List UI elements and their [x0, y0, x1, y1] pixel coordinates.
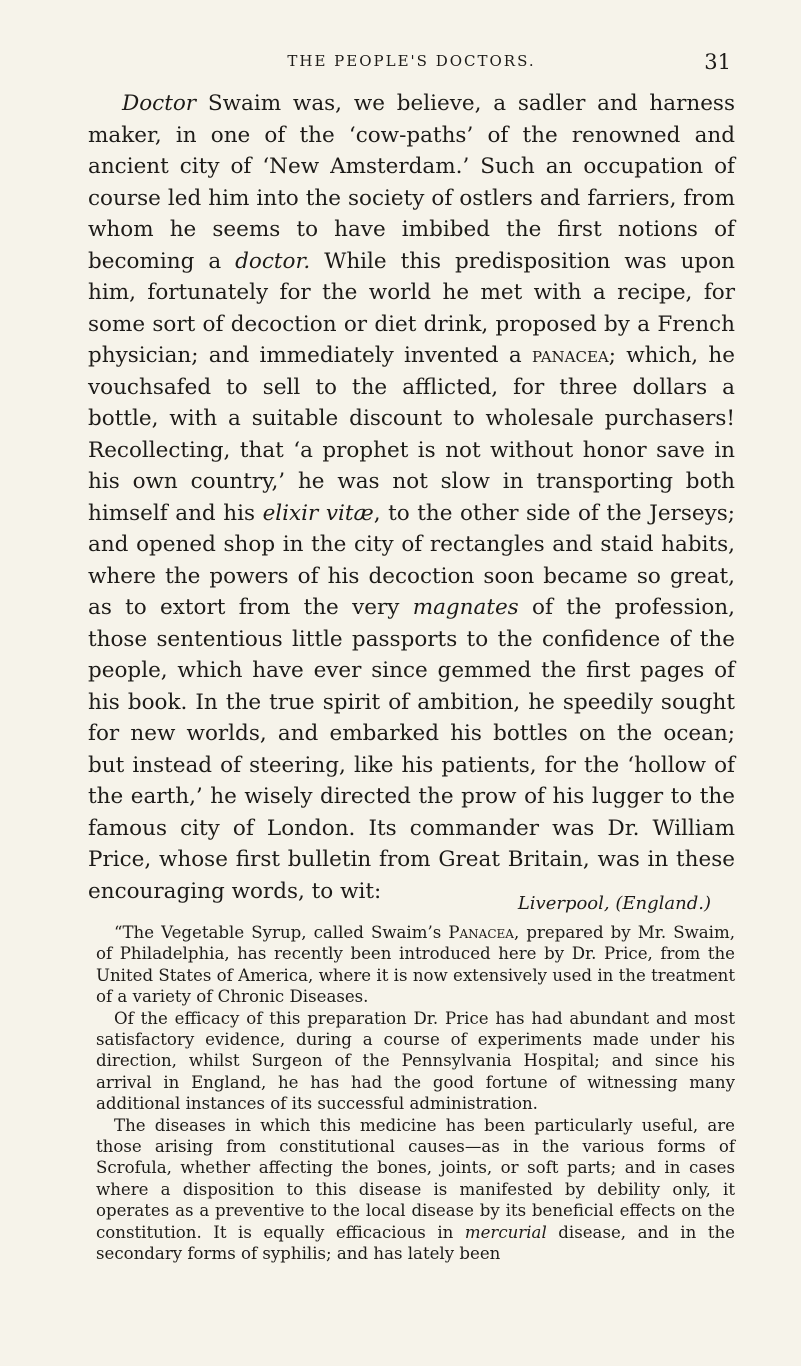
text-run: panacea: [531, 343, 609, 368]
text-run: While this predisposition was upon him, fortunately for the world he met with a recipe, for some sort of decoction or diet drink, proposed by a French physician; and immediately invented a: [88, 248, 735, 368]
running-title: THE PEOPLE'S DOCTORS.: [287, 52, 536, 70]
text-run: disease, and in the secondary forms of syphilis; and has lately been: [96, 1222, 735, 1264]
text-run: Of the efficacy of this preparation Dr. Price has had abundant and most satisfactory evidence, during a course of experiments made under his direction, whilst Surgeon of the Pennsylvania Hospital; and since his arrival in England, he has had the good fortune of witnessing many additional instances of its successful administration.: [96, 1008, 735, 1114]
text-run: Panacea: [448, 923, 514, 942]
text-run: doctor.: [235, 248, 311, 274]
text-run: Swaim was, we believe, a sadler and harness maker, in one of the ‘cow-paths’ of the renowned and ancient city of ‘New Amsterdam.’ Such an occupation of course led him into the society of ostlers and farriers, from whom he seems to have imbibed the first notions of becoming a: [88, 91, 735, 274]
text-run: elixir vitæ: [262, 500, 374, 526]
page-number: 31: [704, 50, 731, 74]
text-run: Doctor: [122, 91, 197, 116]
text-run: , prepared by Mr. Swaim, of Philadelphia, has recently been introduced here by Dr. Price, from the United States of America, where it is now extensively used in the treatment of a variety of Chronic Diseases.: [96, 923, 735, 1007]
letter-paragraph-3: [96, 1115, 735, 1265]
text-run: , to the other side of the Jerseys; and opened shop in the city of rectangles and staid habits, where the powers of his decoction soon became so great, as to extort from the very: [88, 500, 736, 620]
page-header: [88, 50, 735, 80]
text-run: “The Vegetable Syrup, called Swaim’s: [114, 923, 449, 942]
main-text: [88, 88, 735, 907]
letter-paragraph-2: [96, 1008, 735, 1115]
letter-paragraph-1: [96, 922, 735, 1008]
text-run: ): [703, 893, 711, 914]
quoted-bulletin: [96, 892, 735, 1265]
text-run: ; which, he vouchsafed to sell to the afflicted, for three dollars a bottle, with a suitable discount to wholesale purchasers! Recollecting, that ‘a prophet is not without honor save in his own country,’ he was not slow in transporting both himself and his: [88, 343, 735, 526]
text-run: mercurial: [464, 1222, 547, 1242]
text-run: magnates: [412, 595, 519, 620]
text-run: The diseases in which this medicine has been particularly useful, are those arising from constitutional causes—as in the various forms of Scrofula, whether affecting the bones, joints, or soft parts; and in cases where a disposition to this disease is manifested by debility only, it operates as a preventive to the local disease by its beneficial effects on the constitution. It is equally efficacious in: [96, 1115, 735, 1242]
text-run: of the profession, those sententious little passports to the confidence of the people, which have ever since gemmed the first pages of his book. In the true spirit of ambition, he speedily sought for new worlds, and embarked his bottles on the ocean; but instead of steering, like his patients, for the ‘hollow of the earth,’ he wisely directed the prow of his lugger to the famous city of London. Its commander was Dr. William Price, whose first bulletin from Great Britain, was in these encouraging words, to wit:: [88, 595, 735, 904]
text-run: Liverpool, (: [517, 893, 623, 914]
body-paragraph: [88, 88, 735, 907]
letter-dateline: [96, 892, 711, 916]
text-run: England.: [622, 893, 704, 914]
